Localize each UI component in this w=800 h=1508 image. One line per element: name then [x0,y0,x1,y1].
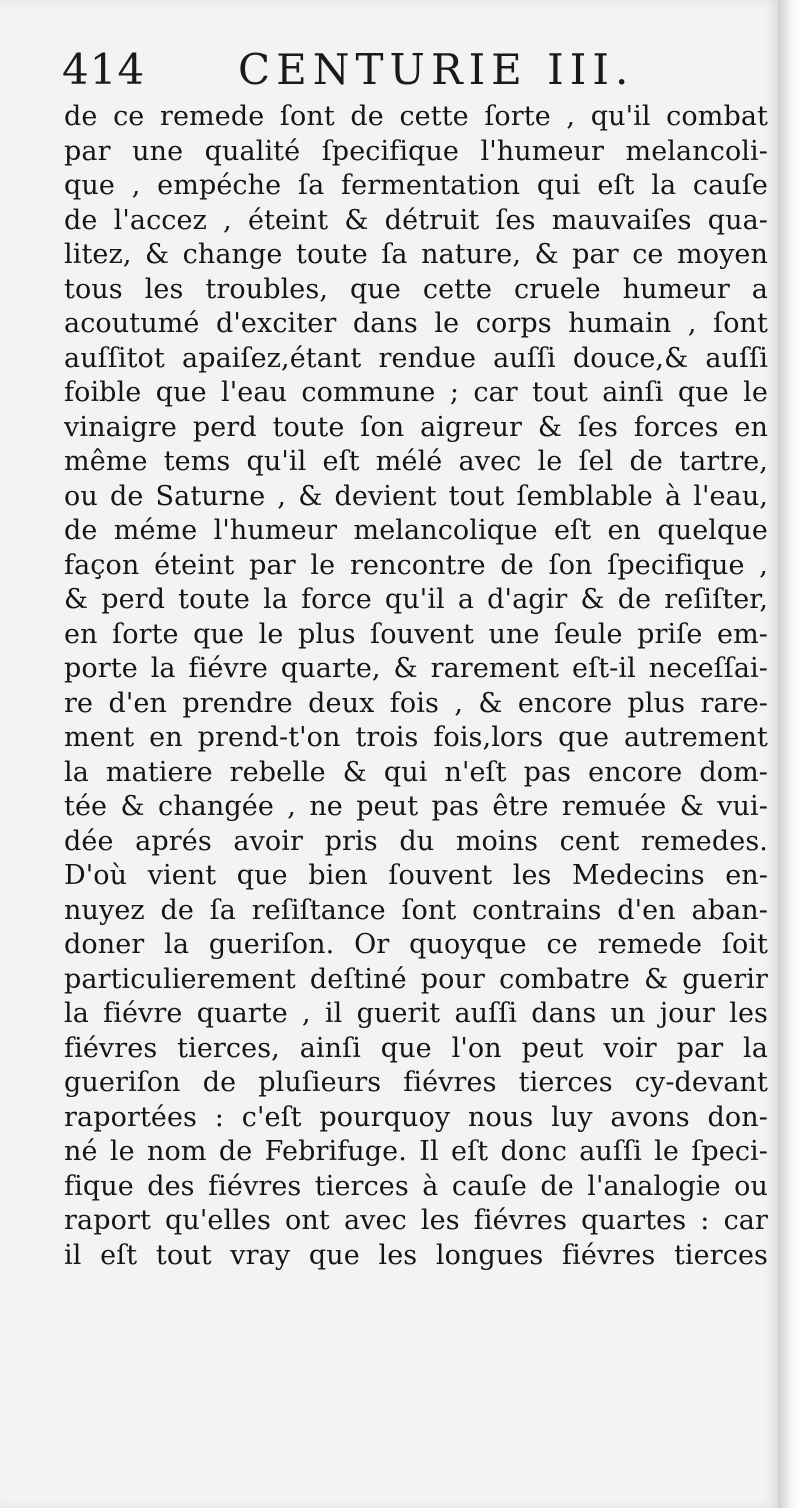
text-line: acoutumé d'exciter dans le corps humain , ſont [64,308,768,339]
text-line: tée & changée , ne peut pas être remuée & vui- [64,791,768,822]
text-line: raport qu'elles ont avec les fiévres quartes : car [64,1205,768,1236]
text-line: doner la gueriſon. Or quoyque ce remede ſoit [64,929,768,960]
text-line: re d'en prendre deux fois , & encore plus rare- [64,687,768,719]
text-line: vinaigre perd toute ſon aigreur & ſes forces en [64,411,768,443]
text-line: même tems qu'il eſt mélé avec le ſel de tartre, [64,446,768,477]
body-text [64,100,768,1273]
text-line: il eſt tout vray que les longues fiévres tierces [64,1239,768,1271]
text-line: auſſitot apaiſez,étant rendue auſſi douce,& auſſi [64,342,768,374]
text-line: ment en prend-t'on trois fois,lors que autrement [64,722,768,753]
text-line: nuyez de ſa reſiſtance ſont contrains d'en aban- [64,894,768,926]
text-line: fiévres tierces, ainſi que l'on peut voir par la [64,1032,768,1064]
text-line: dée aprés avoir pris du moins cent remedes. [64,825,768,857]
text-line: façon éteint par le rencontre de ſon ſpecifique , [64,549,768,581]
text-line: gueriſon de pluſieurs fiévres tierces cy-devant [64,1067,768,1098]
text-line: né le nom de Febrifuge. Il eſt donc auſſi le ſpeci- [64,1136,768,1167]
text-line: porte la fiévre quarte, & rarement eſt-il neceſſai- [64,653,768,684]
page-edge [778,0,800,1508]
text-line: que , empéche ſa fermentation qui eſt la cauſe [64,170,768,201]
text-line: raportées : c'eſt pourquoy nous luy avons don- [64,1101,768,1133]
text-line: la matiere rebelle & qui n'eſt pas encore dom- [64,756,768,788]
text-line: ou de Saturne , & devient tout ſemblable à l'eau, [64,480,768,512]
text-line: litez, & change toute ſa nature, & par ce moyen [64,239,768,270]
text-line: de méme l'humeur melancolique eſt en quelque [64,515,768,546]
text-line: D'où vient que bien ſouvent les Medecins en- [64,860,768,891]
page-header [62,40,762,100]
text-line: par une qualité ſpecifique l'humeur melancoli- [64,135,768,167]
text-line: de l'accez , éteint & détruit ſes mauvaiſes qua- [64,204,768,236]
page-number: 414 [62,45,146,94]
text-line: la fiévre quarte , il guerit auſſi dans un jour les [64,998,768,1029]
text-line: & perd toute la force qu'il a d'agir & de reſiſter, [64,584,768,615]
text-line: fique des fiévres tierces à cauſe de l'analogie ou [64,1170,768,1202]
running-title: CENTURIE III. [238,45,635,94]
text-line: particulierement deſtiné pour combatre & guerir [64,963,768,995]
text-line: de ce remede ſont de cette ſorte , qu'il combat [64,101,768,132]
text-line: tous les troubles, que cette cruele humeur a [64,273,768,305]
text-line: foible que l'eau commune ; car tout ainſi que le [64,377,768,408]
text-line: en ſorte que le plus ſouvent une ſeule priſe em- [64,618,768,650]
